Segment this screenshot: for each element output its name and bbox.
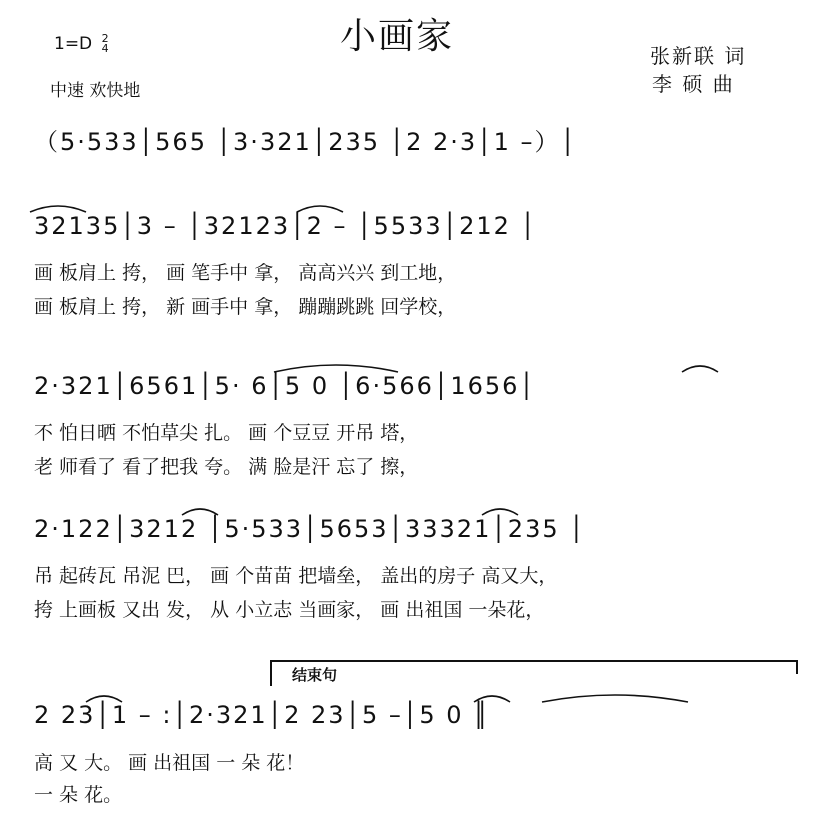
tempo-marking: 中速 欢快地: [50, 81, 141, 101]
score-row-5-lyrics-verse-2: 一 朵 花。: [34, 784, 123, 806]
two-four-time-icon: 2 4: [101, 32, 109, 55]
slur-mark: [272, 360, 400, 374]
score-row-3-lyrics-verse-2: 老 师看了 看了把我 夸。 满 脸是汗 忘了 擦，: [34, 456, 419, 478]
ending-bracket-right: [796, 660, 798, 674]
ending-bracket-line: [270, 660, 798, 662]
score-row-2-notes: 32135│3 – │32123│2 – │5533│212 │: [34, 212, 537, 240]
score-row-4-lyrics-verse-2: 挎 上画板 又出 发， 从 小立志 当画家， 画 出祖国 一朵花，: [34, 599, 545, 621]
slur-mark: [480, 503, 520, 517]
slur-mark: [472, 690, 512, 704]
score-row-5-lyrics-verse-1: 高 又 大。 画 出祖国 一 朵 花！: [34, 752, 305, 774]
score-row-1-notes: （5·533│565 │3·321│235 │2 2·3│1 –）│: [34, 128, 577, 156]
composer-credit: 李 硕 曲: [652, 72, 735, 96]
score-row-5-notes: 2 23│1 – :│2·321│2 23│5 –│5 0 ║: [34, 701, 490, 729]
slur-mark: [540, 690, 690, 704]
lyricist-credit: 张新联 词: [650, 44, 747, 68]
slur-mark: [180, 503, 220, 517]
score-row-4-notes: 2·122│3212 │5·533│5653│33321│235 │: [34, 515, 586, 543]
slur-mark: [28, 200, 88, 214]
score-row-2-lyrics-verse-2: 画 板肩上 挎， 新 画手中 拿， 蹦蹦跳跳 回学校，: [34, 296, 457, 318]
slur-mark: [84, 690, 124, 704]
song-title: 小画家: [340, 16, 455, 57]
score-row-3-lyrics-verse-1: 不 怕日晒 不怕草尖 扎。 画 个豆豆 开吊 塔，: [34, 422, 419, 444]
score-row-4-lyrics-verse-1: 吊 起砖瓦 吊泥 巴， 画 个苗苗 把墙垒， 盖出的房子 高又大，: [34, 565, 558, 587]
key-signature: 1=D 2 4: [54, 32, 109, 55]
slur-mark: [295, 200, 345, 214]
ending-bracket-left: [270, 660, 272, 686]
slur-mark: [680, 360, 720, 374]
score-row-2-lyrics-verse-1: 画 板肩上 挎， 画 笔手中 拿， 高高兴兴 到工地，: [34, 262, 457, 284]
score-row-3-notes: 2·321│6561│5· 6│5 0 │6·566│1656│: [34, 372, 536, 400]
ending-label: 结束句: [292, 666, 338, 684]
